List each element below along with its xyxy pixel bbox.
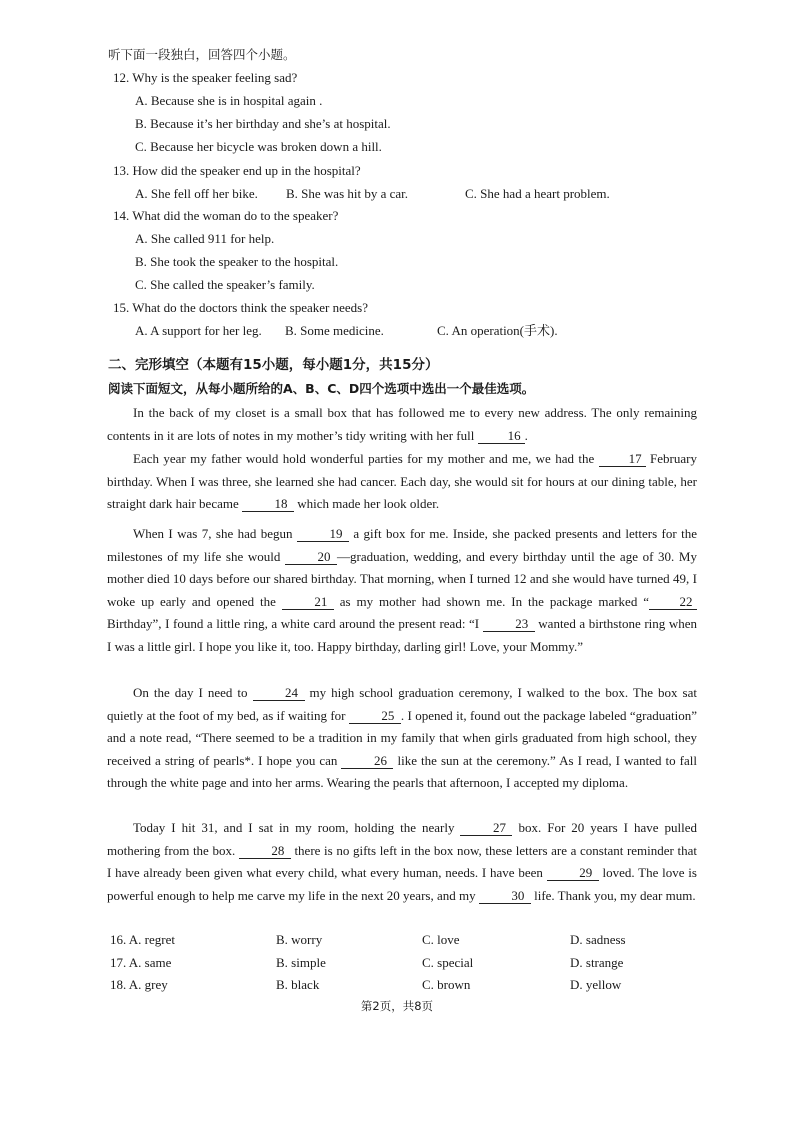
blank-24: 24 xyxy=(253,685,305,701)
passage-text: which made her look older. xyxy=(294,496,440,512)
question-13-stem: 13. How did the speaker end up in the hospital? xyxy=(113,163,361,178)
passage-text: life. Thank you, my dear mum. xyxy=(530,887,696,903)
listening-intro: 听下面一段独白，回答四个小题。 xyxy=(108,47,296,62)
passage-text: Today I hit 31, and I sat in my room, holding the nearly xyxy=(133,820,461,835)
option-16-d: D. sadness xyxy=(570,932,626,947)
question-15-option-b: B. Some medicine. xyxy=(285,323,384,338)
option-18-c: C. brown xyxy=(422,977,471,992)
option-18-a: 18. A. grey xyxy=(110,977,168,992)
blank-30: 30 xyxy=(479,888,531,904)
passage-text: In the back of my closet is a small box that has followed me to every new address. The only remaining contents in it are lots of notes in my mother’s tidy writing with her full xyxy=(107,405,697,443)
blank-20: 20 xyxy=(285,549,337,565)
blank-22: 22 xyxy=(649,594,697,610)
question-14-option-a: A. She called 911 for help. xyxy=(135,231,275,246)
blank-26: 26 xyxy=(341,753,393,769)
cloze-paragraph-4 xyxy=(107,682,697,795)
question-13-option-c: C. She had a heart problem. xyxy=(465,186,610,201)
cloze-paragraph-2 xyxy=(107,448,697,516)
question-15-stem: 15. What do the doctors think the speaker needs? xyxy=(113,300,368,315)
question-12-option-c: C. Because her bicycle was broken down a hill. xyxy=(135,139,382,154)
passage-text: . xyxy=(524,427,528,443)
blank-21: 21 xyxy=(282,594,334,610)
blank-17: 17 xyxy=(599,451,646,467)
passage-text: . I opened it, found out the package labeled “graduation” and a note read, “There seemed to be a tradition in my family that when girls graduated from high school, they received a string of pearls*. I hope you can xyxy=(107,707,697,768)
passage-text: as my mother had shown me. In the package marked “ xyxy=(333,593,649,609)
passage-text: like the sun at the ceremony.” As I read, I wanted to fall through the white page and into her arms. Wearing the pearls that afternoon, I accepted my diploma. xyxy=(107,752,698,791)
passage-text: February birthday. When I was three, she learned she had cancer. Each day, she would sit for hours at our dining table, her straight dark hair became xyxy=(107,451,697,512)
option-17-d: D. strange xyxy=(570,955,624,970)
passage-text: loved. The love is powerful enough to help me carve my life in the next 20 years, and my xyxy=(107,865,697,903)
question-14-stem: 14. What did the woman do to the speaker? xyxy=(113,208,339,223)
option-18-b: B. black xyxy=(276,977,320,992)
blank-18: 18 xyxy=(242,496,294,512)
passage-text: box. For 20 years I have pulled mothering from the box. xyxy=(107,820,697,858)
blank-27: 27 xyxy=(460,820,512,836)
option-17-c: C. special xyxy=(422,955,474,970)
passage-text: —graduation, wedding, and every birthday until the age of 30. My mother died 10 days before our shared birthday. That morning, when I turned 12 and she would have turned 49, I woke up early and opened the xyxy=(107,548,697,609)
blank-25: 25 xyxy=(349,708,401,724)
passage-text: a gift box for me. Inside, she packed presents and letters for the milestones of my life she would xyxy=(107,526,697,564)
passage-text: Birthday”, I found a little ring, a white card around the present read: “I xyxy=(107,616,483,632)
question-12-option-a: A. Because she is in hospital again . xyxy=(135,93,323,108)
question-13-option-a: A. She fell off her bike. xyxy=(135,186,258,201)
option-16-a: 16. A. regret xyxy=(110,932,175,947)
blank-28: 28 xyxy=(239,843,291,859)
option-17-b: B. simple xyxy=(276,955,326,970)
passage-text: On the day I need to xyxy=(133,685,253,700)
cloze-paragraph-3 xyxy=(107,523,697,659)
option-18-d: D. yellow xyxy=(570,977,622,992)
passage-text: there is no gifts left in the box now, these letters are a constant reminder that I have already been given what every child, what every human, needs. I have been xyxy=(107,842,697,881)
question-15-option-a: A. A support for her leg. xyxy=(135,323,262,338)
question-14-option-b: B. She took the speaker to the hospital. xyxy=(135,254,339,269)
blank-29: 29 xyxy=(547,865,599,881)
cloze-paragraph-1 xyxy=(107,402,697,447)
question-14-option-c: C. She called the speaker’s family. xyxy=(135,277,315,292)
question-12-stem: 12. Why is the speaker feeling sad? xyxy=(113,70,298,85)
question-15-option-c: C. An operation(手术). xyxy=(437,323,558,338)
question-13-option-b: B. She was hit by a car. xyxy=(286,186,409,201)
passage-text: wanted a birthstone ring when I was a little girl. I hope you like it, too. Happy birthday, darling girl! Love, your Mommy.” xyxy=(107,616,698,654)
page-number: 第2页，共8页 xyxy=(360,999,434,1013)
cloze-paragraph-5 xyxy=(107,817,697,907)
passage-text: When I was 7, she had begun xyxy=(133,526,297,541)
cloze-heading: 二、完形填空（本题有15小题，每小题1分，共15分） xyxy=(108,357,439,373)
blank-19: 19 xyxy=(297,526,349,542)
passage-text: my high school graduation ceremony, I walked to the box. The box sat quietly at the foot of my bed, as if waiting for xyxy=(107,685,697,723)
passage-text: Each year my father would hold wonderful parties for my mother and me, we had the xyxy=(133,451,599,466)
option-16-c: C. love xyxy=(422,932,460,947)
blank-16: 16 xyxy=(478,428,525,444)
blank-23: 23 xyxy=(483,616,535,632)
option-17-a: 17. A. same xyxy=(110,955,172,970)
question-12-option-b: B. Because it’s her birthday and she’s at hospital. xyxy=(135,116,391,131)
cloze-instruction: 阅读下面短文，从每小题所给的A、B、C、D四个选项中选出一个最佳选项。 xyxy=(108,381,535,396)
option-16-b: B. worry xyxy=(276,932,323,947)
